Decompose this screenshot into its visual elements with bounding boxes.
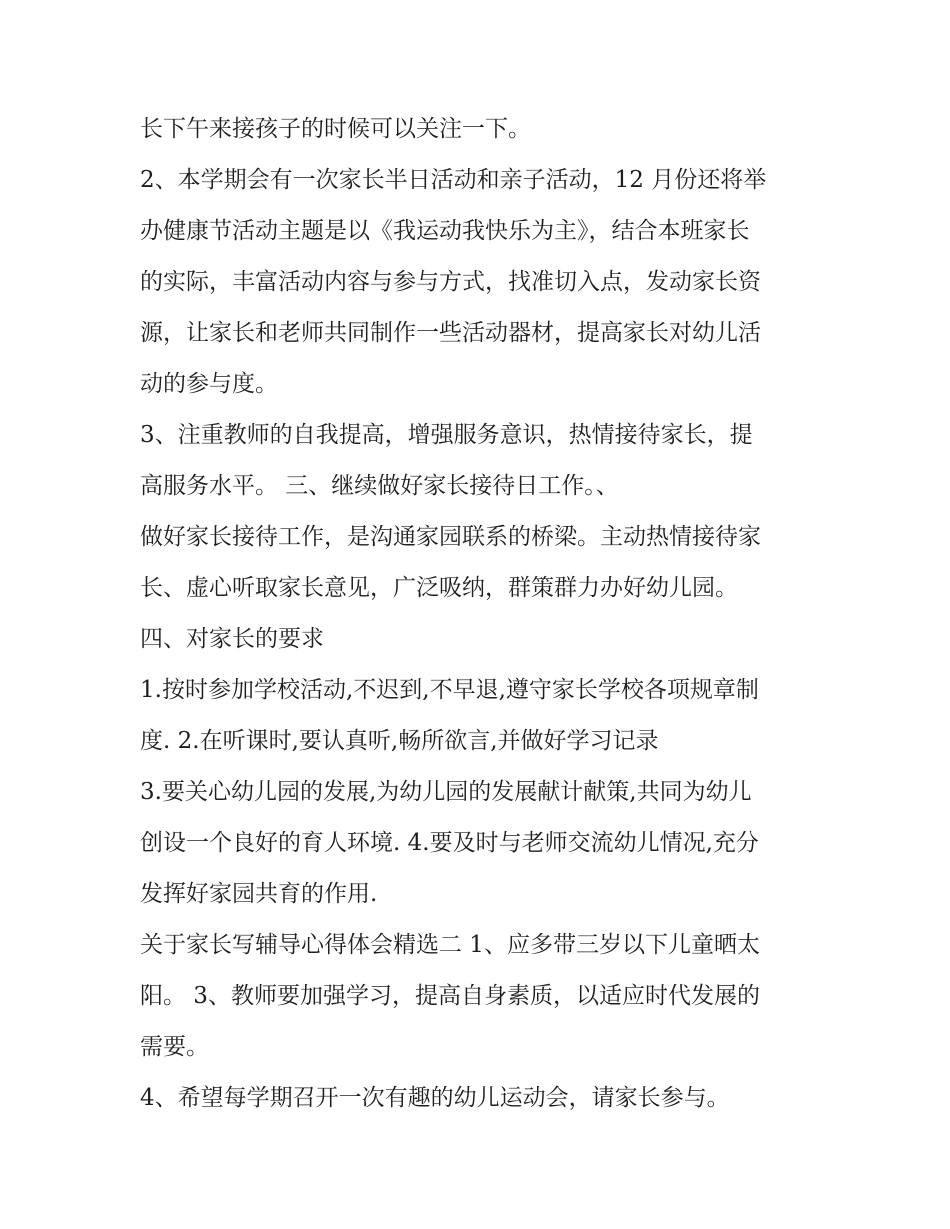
text-line: 阳。 3、教师要加强学习，提高自身素质，以适应时代发展的 bbox=[140, 983, 760, 1009]
text-line: 3.要关心幼儿园的发展,为幼儿园的发展献计献策,共同为幼儿 bbox=[140, 779, 752, 805]
text-line: 长、虚心听取家长意见，广泛吸纳，群策群力办好幼儿园。 bbox=[140, 575, 738, 601]
text-line: 高服务水平。 三、继续做好家长接待日工作。、 bbox=[140, 473, 619, 499]
text-line: 3、注重教师的自我提高，增强服务意识，热情接待家长，提 bbox=[140, 422, 753, 448]
document-body bbox=[140, 104, 830, 1124]
text-line: 度. 2.在听课时,要认真听,畅所欲言,并做好学习记录 bbox=[140, 728, 659, 754]
text-line: 创设一个良好的育人环境. 4.要及时与老师交流幼儿情况,充分 bbox=[140, 830, 759, 856]
text-line: 办健康节活动主题是以《我运动我快乐为主》，结合本班家长 bbox=[140, 218, 750, 244]
text-line: 4、希望每学期召开一次有趣的幼儿运动会，请家长参与。 bbox=[140, 1085, 730, 1111]
text-line: 需要。 bbox=[140, 1034, 209, 1060]
text-line: 2、本学期会有一次家长半日活动和亲子活动，12 月份还将举 bbox=[140, 167, 767, 193]
text-line: 动的参与度。 bbox=[140, 371, 278, 397]
text-line: 发挥好家园共育的作用. bbox=[140, 881, 378, 907]
section-heading: 四、对家长的要求 bbox=[140, 626, 324, 652]
text-line: 关于家长写辅导心得体会精选二 1、应多带三岁以下儿童晒太 bbox=[140, 932, 760, 958]
text-line: 源，让家长和老师共同制作一些活动器材，提高家长对幼儿活 bbox=[140, 320, 761, 346]
text-line: 长下午来接孩子的时候可以关注一下。 bbox=[140, 116, 531, 142]
text-line: 的实际，丰富活动内容与参与方式，找准切入点，发动家长资 bbox=[140, 269, 761, 295]
text-line: 做好家长接待工作，是沟通家园联系的桥梁。主动热情接待家 bbox=[140, 524, 761, 550]
text-line: 1.按时参加学校活动,不迟到,不早退,遵守家长学校各项规章制 bbox=[140, 677, 759, 703]
